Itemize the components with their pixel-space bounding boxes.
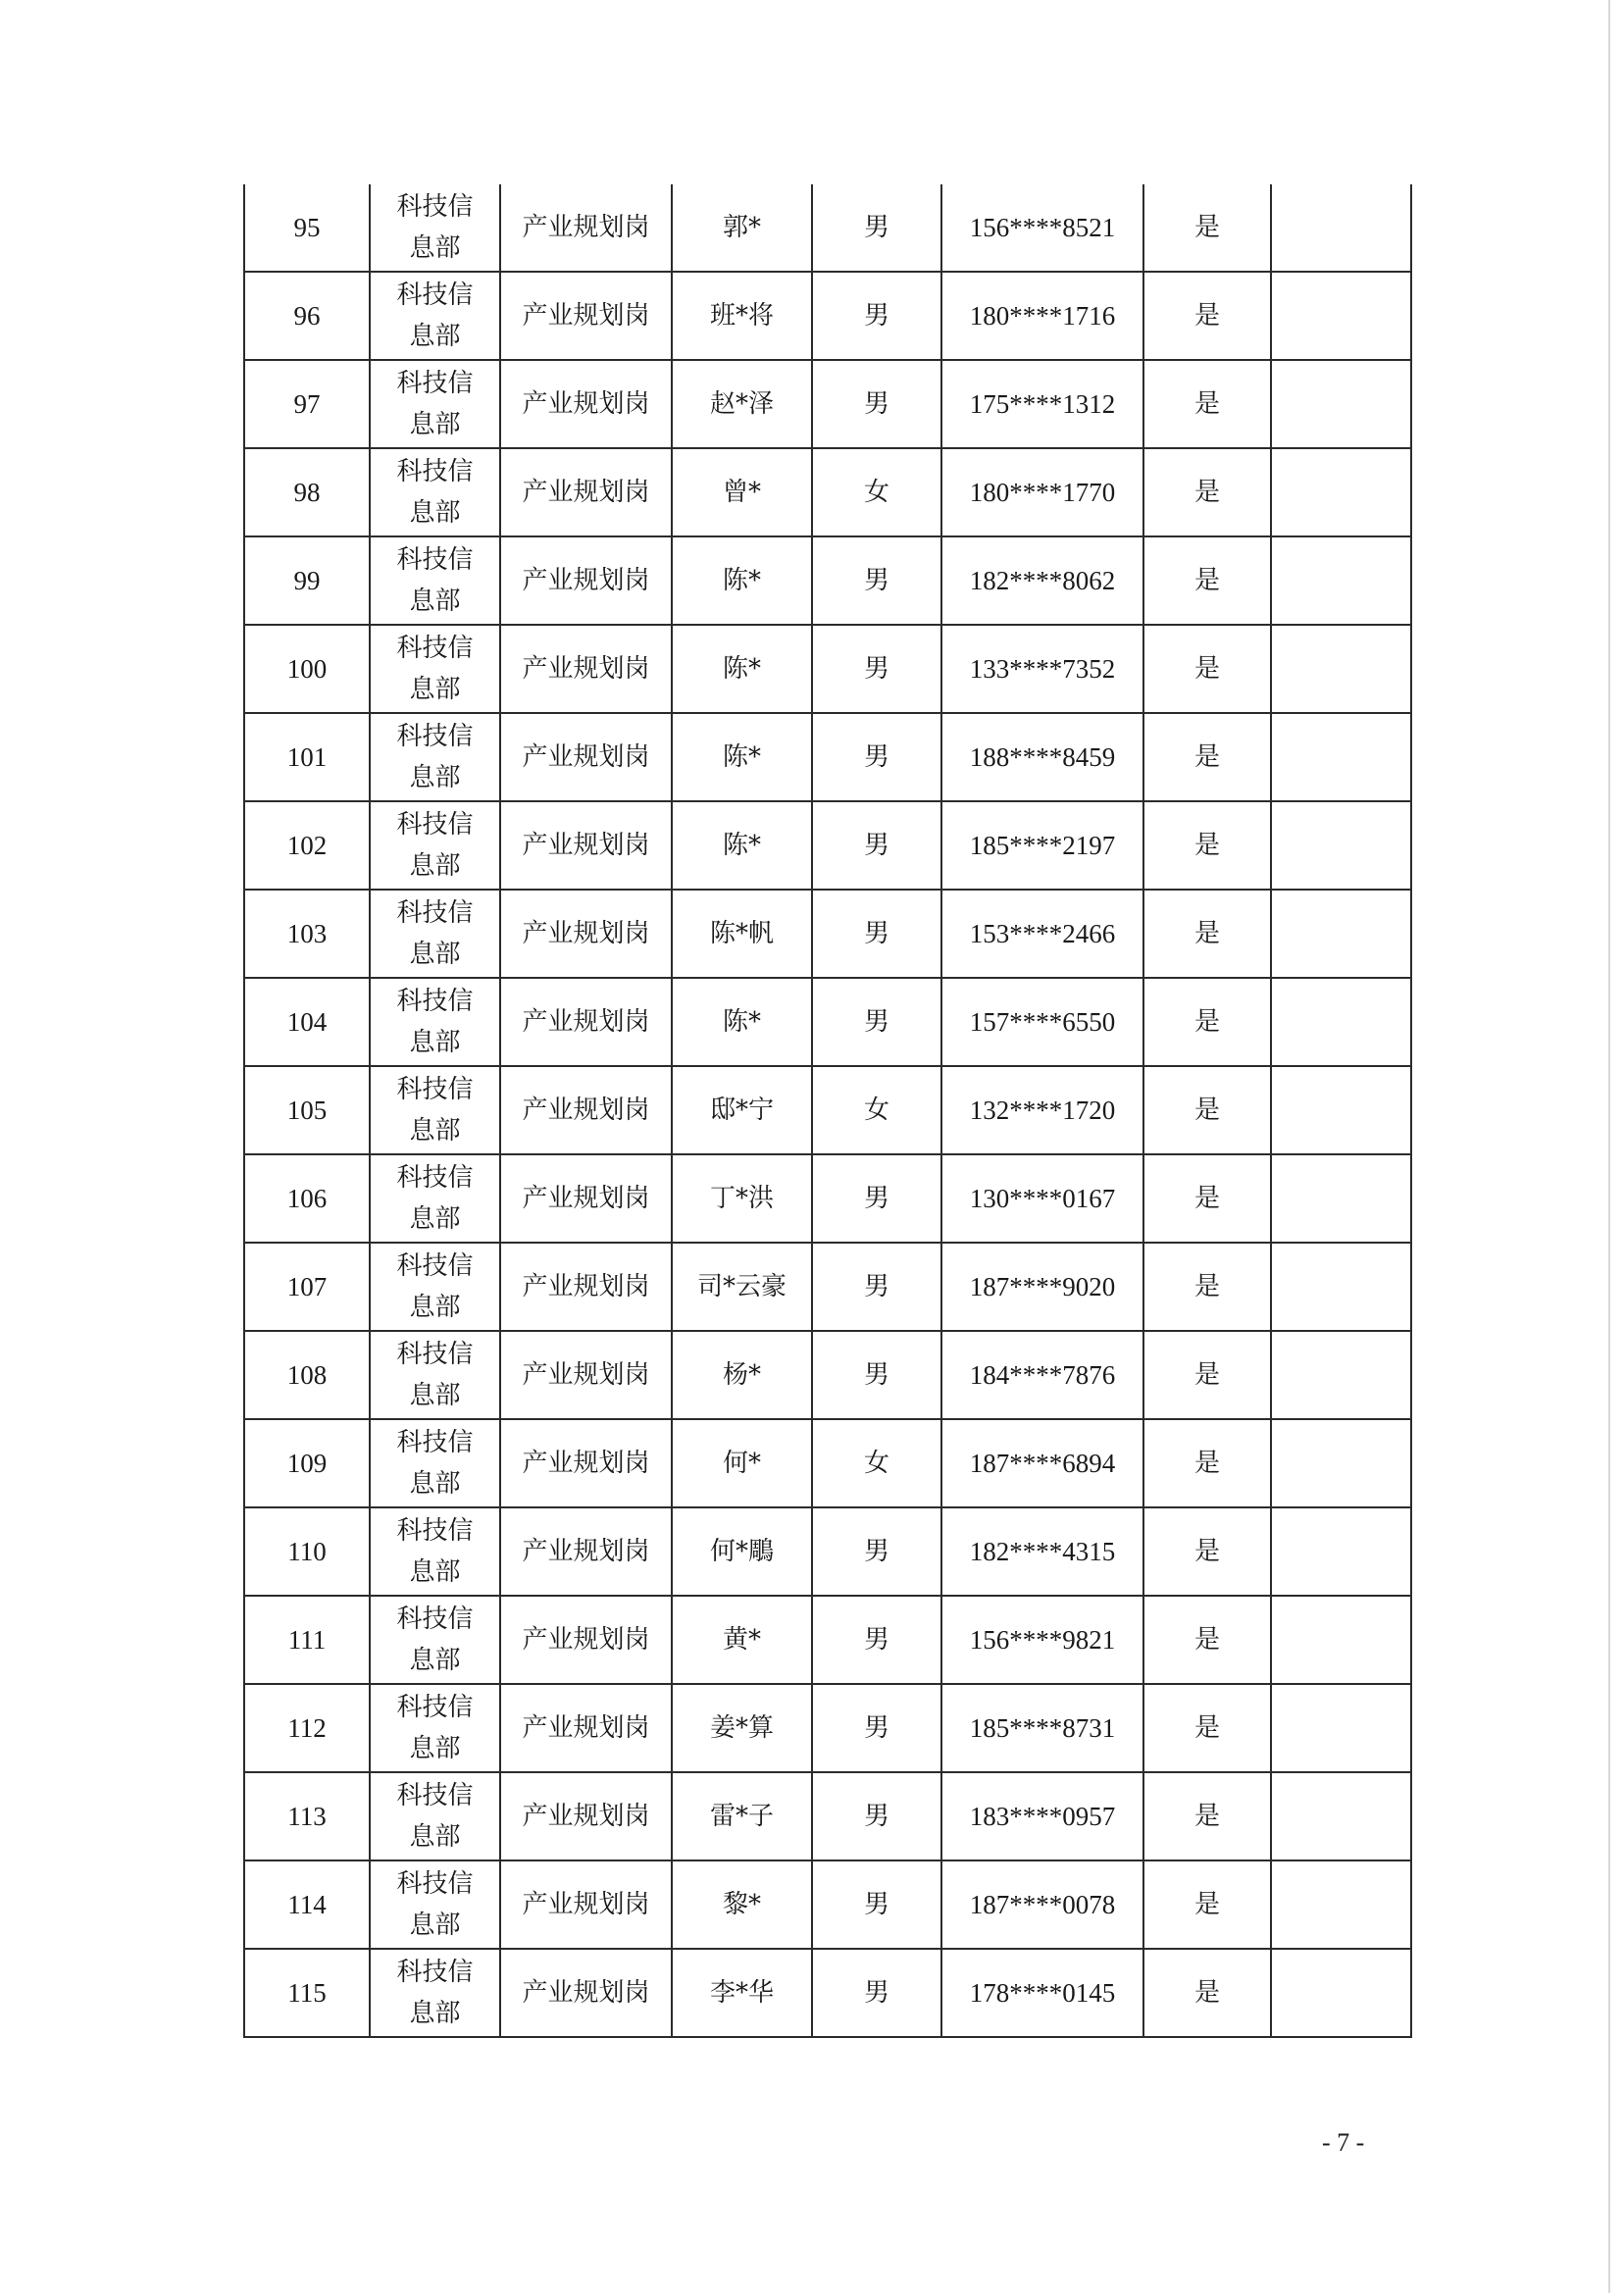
row-number-cell: 101 [244,713,370,801]
phone-cell: 133****7352 [941,625,1143,713]
post-cell: 产业规划岗 [500,1949,672,2037]
name-cell: 姜*算 [672,1684,812,1772]
department-cell [370,1684,500,1772]
row-number-cell: 113 [244,1772,370,1860]
sex-cell: 男 [812,890,941,978]
row-number-cell: 107 [244,1243,370,1331]
name-cell: 赵*泽 [672,360,812,448]
table-row [244,1243,1411,1331]
department-line-2: 息部 [409,1116,461,1146]
name-cell: 司*云豪 [672,1243,812,1331]
department-line-1: 科技信 [396,1781,474,1810]
phone-cell: 132****1720 [941,1066,1143,1154]
department-line-1: 科技信 [396,280,474,310]
department-line-1: 科技信 [396,987,474,1016]
department-line-1: 科技信 [396,457,474,486]
qualified-cell: 是 [1143,1066,1271,1154]
qualified-cell: 是 [1143,1419,1271,1507]
row-number-cell: 105 [244,1066,370,1154]
department-line-2: 息部 [409,1381,461,1410]
row-number-cell: 99 [244,536,370,625]
qualified-cell: 是 [1143,713,1271,801]
name-cell: 陈* [672,978,812,1066]
department-line-1: 科技信 [396,1516,474,1546]
table-row [244,1331,1411,1419]
department-cell [370,1596,500,1684]
note-cell [1271,1419,1411,1507]
department-cell [370,360,500,448]
row-number-cell: 96 [244,272,370,360]
note-cell [1271,1772,1411,1860]
row-number-cell: 115 [244,1949,370,2037]
post-cell: 产业规划岗 [500,801,672,890]
note-cell [1271,1154,1411,1243]
sex-cell: 男 [812,978,941,1066]
phone-cell: 156****9821 [941,1596,1143,1684]
qualified-cell: 是 [1143,801,1271,890]
phone-cell: 188****8459 [941,713,1143,801]
row-number-cell: 98 [244,448,370,536]
department-line-1: 科技信 [396,1340,474,1369]
post-cell: 产业规划岗 [500,1860,672,1949]
page-number: - 7 - [1322,2128,1365,2157]
post-cell: 产业规划岗 [500,890,672,978]
post-cell: 产业规划岗 [500,713,672,801]
table-row [244,1772,1411,1860]
post-cell: 产业规划岗 [500,1596,672,1684]
sex-cell: 女 [812,1419,941,1507]
name-cell: 雷*子 [672,1772,812,1860]
department-line-2: 息部 [409,1646,461,1675]
post-cell: 产业规划岗 [500,184,672,272]
post-cell: 产业规划岗 [500,1772,672,1860]
qualified-cell: 是 [1143,536,1271,625]
department-cell [370,272,500,360]
department-cell [370,1066,500,1154]
note-cell [1271,890,1411,978]
post-cell: 产业规划岗 [500,448,672,536]
post-cell: 产业规划岗 [500,1684,672,1772]
department-line-1: 科技信 [396,1693,474,1722]
note-cell [1271,978,1411,1066]
department-cell [370,978,500,1066]
phone-cell: 157****6550 [941,978,1143,1066]
table-row [244,1860,1411,1949]
department-cell [370,890,500,978]
sex-cell: 男 [812,1243,941,1331]
note-cell [1271,1949,1411,2037]
phone-cell: 187****9020 [941,1243,1143,1331]
department-cell [370,1243,500,1331]
post-cell: 产业规划岗 [500,536,672,625]
sex-cell: 男 [812,1860,941,1949]
row-number-cell: 97 [244,360,370,448]
phone-cell: 185****2197 [941,801,1143,890]
note-cell [1271,625,1411,713]
phone-cell: 187****6894 [941,1419,1143,1507]
department-line-2: 息部 [409,586,461,616]
name-cell: 班*将 [672,272,812,360]
sex-cell: 女 [812,1066,941,1154]
note-cell [1271,448,1411,536]
sex-cell: 男 [812,536,941,625]
applicant-table-body [244,184,1411,2037]
phone-cell: 175****1312 [941,360,1143,448]
sex-cell: 男 [812,1949,941,2037]
note-cell [1271,1684,1411,1772]
qualified-cell: 是 [1143,890,1271,978]
phone-cell: 130****0167 [941,1154,1143,1243]
sex-cell: 男 [812,1507,941,1596]
department-line-2: 息部 [409,410,461,439]
table-row [244,272,1411,360]
row-number-cell: 106 [244,1154,370,1243]
qualified-cell: 是 [1143,1243,1271,1331]
sex-cell: 男 [812,625,941,713]
sex-cell: 男 [812,1684,941,1772]
table-row [244,890,1411,978]
department-cell [370,536,500,625]
sex-cell: 男 [812,1331,941,1419]
name-cell: 何*鵰 [672,1507,812,1596]
post-cell: 产业规划岗 [500,1243,672,1331]
table-row [244,1596,1411,1684]
name-cell: 丁*洪 [672,1154,812,1243]
post-cell: 产业规划岗 [500,1507,672,1596]
phone-cell: 182****4315 [941,1507,1143,1596]
phone-cell: 184****7876 [941,1331,1143,1419]
table-row [244,360,1411,448]
department-line-2: 息部 [409,1911,461,1940]
note-cell [1271,360,1411,448]
post-cell: 产业规划岗 [500,1419,672,1507]
department-line-2: 息部 [409,851,461,881]
department-line-2: 息部 [409,940,461,969]
name-cell: 杨* [672,1331,812,1419]
department-cell [370,625,500,713]
table-row [244,978,1411,1066]
sex-cell: 女 [812,448,941,536]
department-line-1: 科技信 [396,810,474,840]
post-cell: 产业规划岗 [500,360,672,448]
department-line-1: 科技信 [396,1869,474,1899]
applicant-table-wrapper [243,184,1410,2038]
department-line-2: 息部 [409,1999,461,2028]
phone-cell: 153****2466 [941,890,1143,978]
name-cell: 李*华 [672,1949,812,2037]
table-row [244,1419,1411,1507]
table-row [244,801,1411,890]
row-number-cell: 110 [244,1507,370,1596]
phone-cell: 180****1716 [941,272,1143,360]
post-cell: 产业规划岗 [500,1154,672,1243]
post-cell: 产业规划岗 [500,272,672,360]
post-cell: 产业规划岗 [500,1331,672,1419]
phone-cell: 187****0078 [941,1860,1143,1949]
sex-cell: 男 [812,184,941,272]
qualified-cell: 是 [1143,360,1271,448]
post-cell: 产业规划岗 [500,978,672,1066]
department-line-2: 息部 [409,1028,461,1057]
sex-cell: 男 [812,1596,941,1684]
department-cell [370,1860,500,1949]
name-cell: 陈* [672,713,812,801]
qualified-cell: 是 [1143,1860,1271,1949]
table-row [244,448,1411,536]
qualified-cell: 是 [1143,1331,1271,1419]
qualified-cell: 是 [1143,1949,1271,2037]
note-cell [1271,272,1411,360]
name-cell: 邸*宁 [672,1066,812,1154]
post-cell: 产业规划岗 [500,625,672,713]
department-line-1: 科技信 [396,1428,474,1457]
department-line-1: 科技信 [396,722,474,751]
phone-cell: 182****8062 [941,536,1143,625]
row-number-cell: 112 [244,1684,370,1772]
qualified-cell: 是 [1143,1772,1271,1860]
sex-cell: 男 [812,801,941,890]
phone-cell: 185****8731 [941,1684,1143,1772]
department-line-2: 息部 [409,1734,461,1763]
name-cell: 曾* [672,448,812,536]
note-cell [1271,713,1411,801]
post-cell: 产业规划岗 [500,1066,672,1154]
note-cell [1271,1243,1411,1331]
department-line-1: 科技信 [396,1958,474,1987]
phone-cell: 156****8521 [941,184,1143,272]
table-row [244,536,1411,625]
row-number-cell: 102 [244,801,370,890]
department-cell [370,1507,500,1596]
table-row [244,184,1411,272]
department-cell [370,1949,500,2037]
name-cell: 黄* [672,1596,812,1684]
table-row [244,713,1411,801]
applicant-table [243,184,1412,2038]
department-line-1: 科技信 [396,545,474,575]
qualified-cell: 是 [1143,272,1271,360]
phone-cell: 180****1770 [941,448,1143,536]
note-cell [1271,1860,1411,1949]
row-number-cell: 109 [244,1419,370,1507]
department-cell [370,448,500,536]
qualified-cell: 是 [1143,184,1271,272]
sex-cell: 男 [812,713,941,801]
sex-cell: 男 [812,1772,941,1860]
qualified-cell: 是 [1143,1154,1271,1243]
table-row [244,1066,1411,1154]
department-line-1: 科技信 [396,192,474,222]
row-number-cell: 100 [244,625,370,713]
note-cell [1271,1596,1411,1684]
department-line-2: 息部 [409,322,461,351]
qualified-cell: 是 [1143,978,1271,1066]
department-cell [370,184,500,272]
row-number-cell: 104 [244,978,370,1066]
row-number-cell: 108 [244,1331,370,1419]
department-line-1: 科技信 [396,1163,474,1193]
note-cell [1271,801,1411,890]
department-line-2: 息部 [409,675,461,704]
name-cell: 何* [672,1419,812,1507]
qualified-cell: 是 [1143,1507,1271,1596]
department-line-2: 息部 [409,1557,461,1587]
department-cell [370,1331,500,1419]
department-line-1: 科技信 [396,898,474,928]
department-cell [370,1419,500,1507]
row-number-cell: 111 [244,1596,370,1684]
row-number-cell: 95 [244,184,370,272]
department-line-1: 科技信 [396,1605,474,1634]
name-cell: 郭* [672,184,812,272]
name-cell: 陈*帆 [672,890,812,978]
phone-cell: 183****0957 [941,1772,1143,1860]
note-cell [1271,1331,1411,1419]
phone-cell: 178****0145 [941,1949,1143,2037]
name-cell: 陈* [672,536,812,625]
department-line-2: 息部 [409,1469,461,1499]
department-line-2: 息部 [409,498,461,528]
department-cell [370,1154,500,1243]
sex-cell: 男 [812,1154,941,1243]
row-number-cell: 103 [244,890,370,978]
name-cell: 陈* [672,801,812,890]
table-row [244,1154,1411,1243]
note-cell [1271,184,1411,272]
scan-page-edge [1608,0,1610,2293]
note-cell [1271,1507,1411,1596]
note-cell [1271,1066,1411,1154]
department-line-2: 息部 [409,1293,461,1322]
table-row [244,1949,1411,2037]
department-line-2: 息部 [409,233,461,263]
qualified-cell: 是 [1143,1684,1271,1772]
sex-cell: 男 [812,360,941,448]
name-cell: 陈* [672,625,812,713]
note-cell [1271,536,1411,625]
sex-cell: 男 [812,272,941,360]
department-cell [370,801,500,890]
department-line-2: 息部 [409,1822,461,1852]
department-line-2: 息部 [409,1204,461,1234]
department-line-1: 科技信 [396,634,474,663]
table-row [244,1507,1411,1596]
department-line-1: 科技信 [396,369,474,398]
department-line-2: 息部 [409,763,461,792]
qualified-cell: 是 [1143,625,1271,713]
department-line-1: 科技信 [396,1075,474,1104]
table-row [244,625,1411,713]
department-cell [370,1772,500,1860]
row-number-cell: 114 [244,1860,370,1949]
qualified-cell: 是 [1143,1596,1271,1684]
name-cell: 黎* [672,1860,812,1949]
qualified-cell: 是 [1143,448,1271,536]
department-line-1: 科技信 [396,1251,474,1281]
department-cell [370,713,500,801]
table-row [244,1684,1411,1772]
